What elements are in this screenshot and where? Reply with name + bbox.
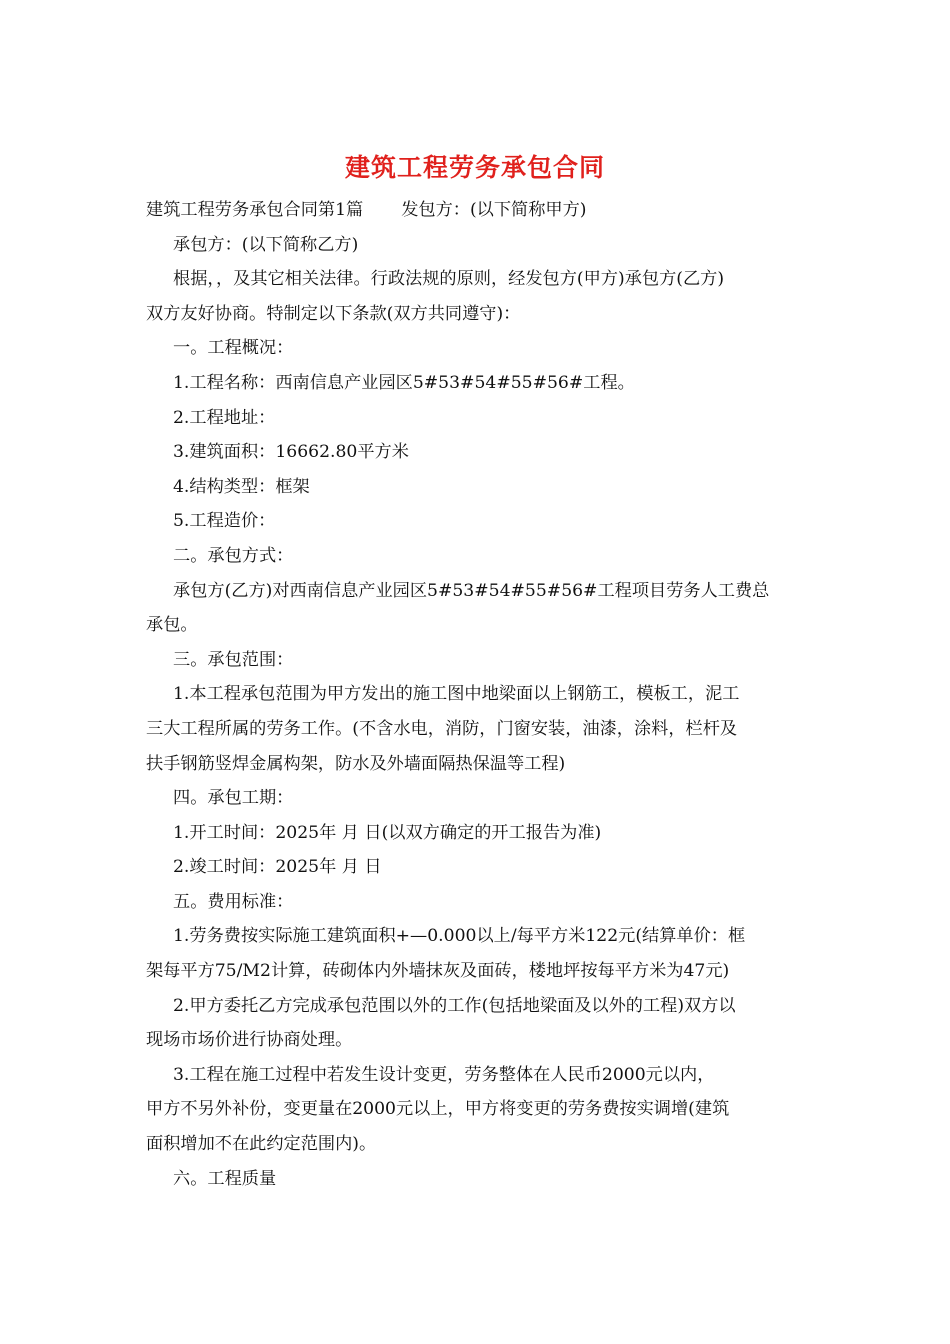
list-item: 2.甲方委托乙方完成承包范围以外的工作(包括地梁面及以外的工程)双方以 <box>173 995 736 1016</box>
list-item: 5.工程造价： <box>173 511 276 532</box>
paragraph-line: 双方友好协商。特制定以下条款(双方共同遵守)： <box>146 303 521 324</box>
list-item: 4.结构类型：框架 <box>173 476 310 497</box>
list-item: 1.劳务费按实际施工建筑面积+—0.000以上/每平方米122元(结算单价：框 <box>173 926 746 947</box>
paragraph-line <box>146 193 810 228</box>
list-item: 2.竣工时间：2025年 月 日 <box>173 857 382 878</box>
list-item: 2.工程地址： <box>173 407 276 428</box>
document-body <box>146 193 810 1196</box>
paragraph-line: 架每平方75/M2计算，砖砌体内外墙抹灰及面砖，楼地坪按每平方米为47元) <box>146 961 730 982</box>
party-b-label: 承包方：(以下简称乙方) <box>173 234 359 255</box>
paragraph-line: 三大工程所属的劳务工作。(不含水电，消防，门窗安装，油漆，涂料，栏杆及 <box>146 718 738 739</box>
document-section-label: 建筑工程劳务承包合同第1篇 <box>146 200 364 220</box>
list-item: 1.本工程承包范围为甲方发出的施工图中地梁面以上钢筋工，模板工，泥工 <box>173 684 740 705</box>
section-heading: 二。承包方式： <box>173 545 294 566</box>
paragraph-line: 现场市场价进行协商处理。 <box>146 1030 353 1051</box>
paragraph-line: 承包方(乙方)对西南信息产业园区5#53#54#55#56#工程项目劳务人工费总 <box>173 580 770 601</box>
section-heading: 五。费用标准： <box>173 891 294 912</box>
paragraph-line: 面积增加不在此约定范围内)。 <box>146 1134 377 1155</box>
list-item: 3.建筑面积：16662.80平方米 <box>173 442 409 463</box>
list-item: 3.工程在施工过程中若发生设计变更，劳务整体在人民币2000元以内， <box>173 1064 715 1085</box>
section-heading: 三。承包范围： <box>173 649 294 670</box>
paragraph-line: 扶手钢筋竖焊金属构架，防水及外墙面隔热保温等工程) <box>146 753 566 774</box>
party-a-label: 发包方：(以下简称甲方) <box>401 200 587 220</box>
section-heading: 一。工程概况： <box>173 338 294 359</box>
document-title: 建筑工程劳务承包合同 <box>344 153 605 182</box>
section-heading: 六。工程质量 <box>173 1168 277 1189</box>
section-heading: 四。承包工期： <box>173 788 294 809</box>
paragraph-line: 甲方不另外补份，变更量在2000元以上，甲方将变更的劳务费按实调增(建筑 <box>146 1099 730 1120</box>
paragraph-line: 承包。 <box>146 615 198 636</box>
list-item: 1.开工时间：2025年 月 日(以双方确定的开工报告为准) <box>173 822 602 843</box>
list-item: 1.工程名称：西南信息产业园区5#53#54#55#56#工程。 <box>173 372 635 393</box>
paragraph-line: 根据，，及其它相关法律。行政法规的原则，经发包方(甲方)承包方(乙方) <box>173 269 725 290</box>
